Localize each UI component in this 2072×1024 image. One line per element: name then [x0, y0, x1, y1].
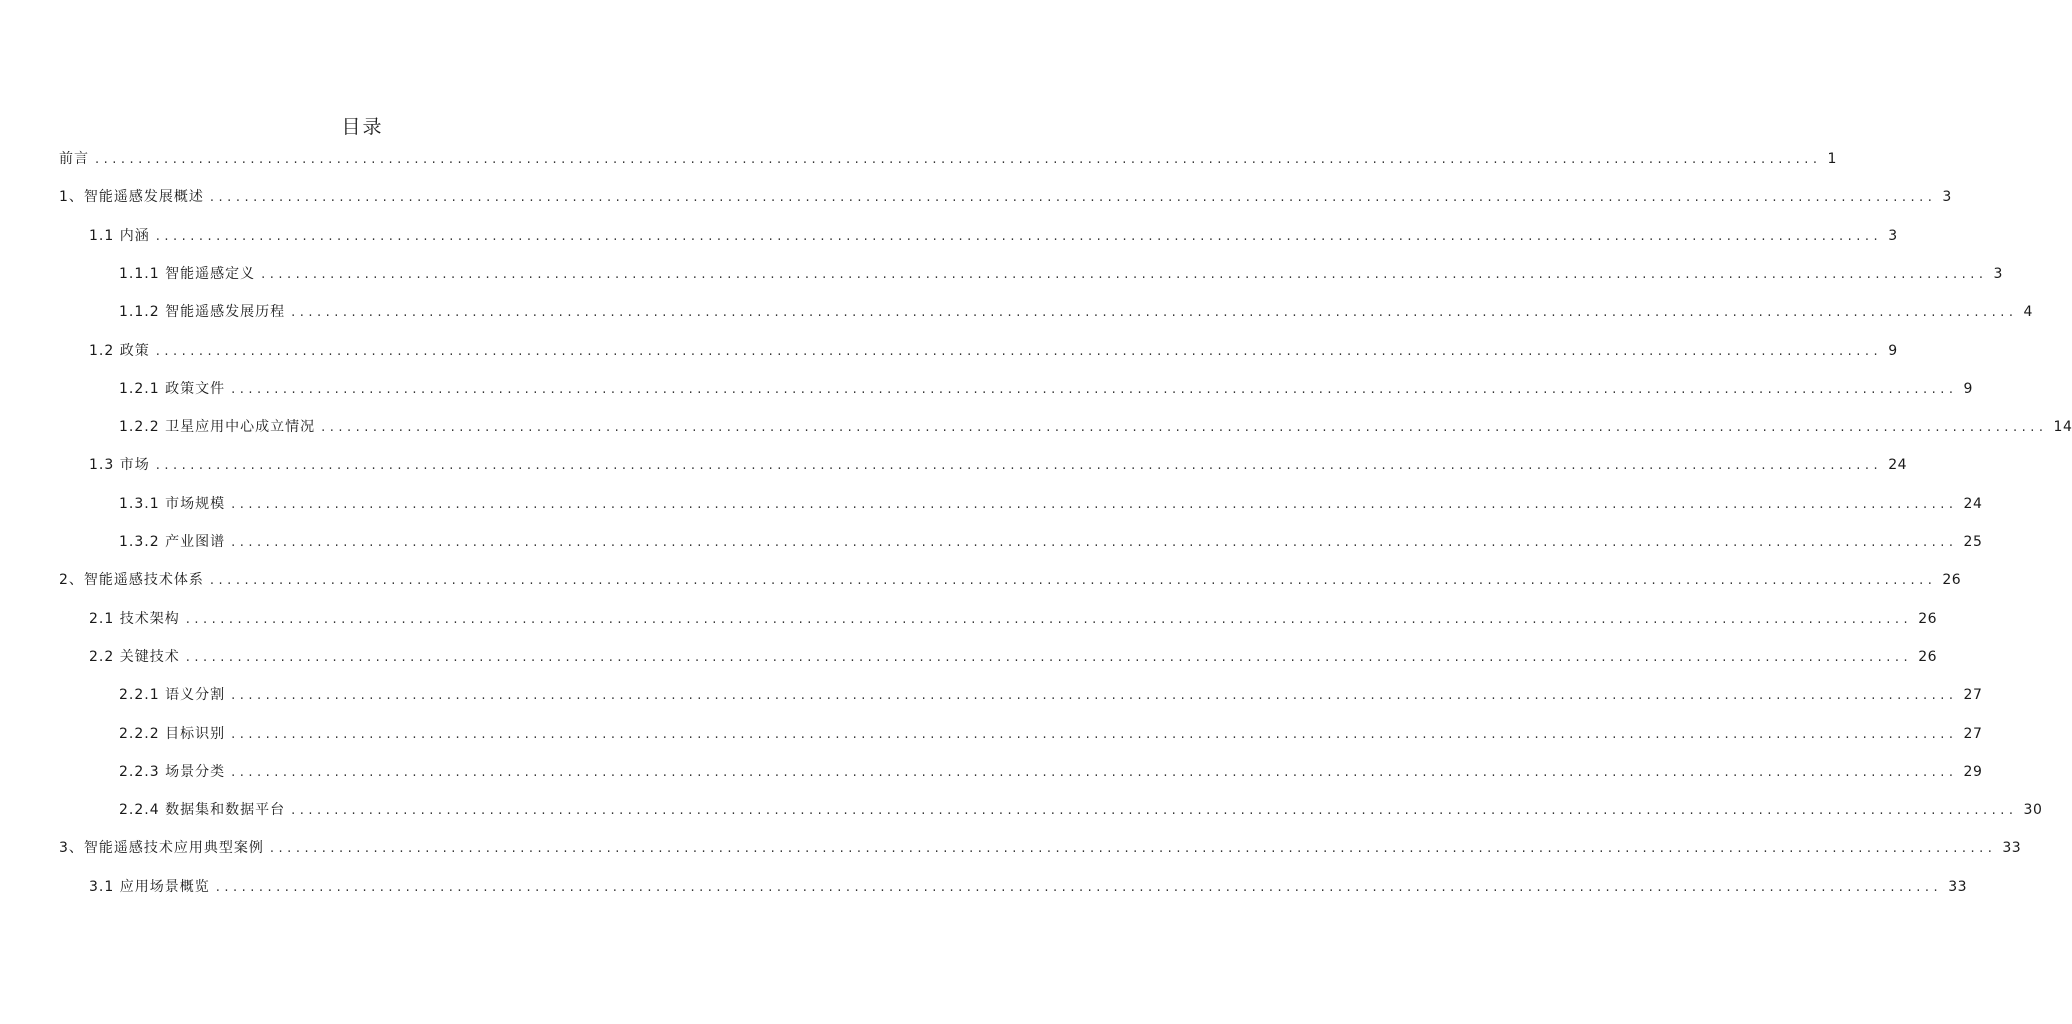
toc-entry[interactable] [119, 378, 1973, 400]
toc-entry[interactable] [119, 416, 2072, 438]
toc-entry-title: 2.2.3 场景分类 [119, 763, 226, 780]
toc-entry[interactable] [119, 684, 1983, 706]
toc-entry[interactable] [119, 799, 2043, 821]
toc-entry[interactable] [89, 454, 1908, 476]
toc-entry-title: 1.2.2 卫星应用中心成立情况 [119, 419, 316, 436]
toc-leader-dots: ........................................................................................................................................................................................................ [155, 458, 1883, 474]
toc-entry-title: 前言 [59, 151, 89, 167]
toc-entry[interactable] [119, 263, 2003, 285]
toc-leader-dots: ........................................................................................................................................................................................................ [155, 343, 1883, 359]
toc-entry-page: 29 [1963, 763, 1983, 780]
toc-entry-title: 1.2 政策 [89, 342, 150, 359]
toc-entry-title: 1.3 市场 [89, 457, 150, 474]
toc-entry-title: 1.3.1 市场规模 [119, 495, 226, 512]
toc-entry-page: 26 [1918, 648, 1938, 665]
toc-leader-dots: ........................................................................................................................................................................................................ [231, 688, 1958, 704]
toc-entry-title: 2.2.2 目标识别 [119, 725, 226, 742]
toc-entry-title: 2.2.4 数据集和数据平台 [119, 802, 286, 819]
toc-entry-title: 2、智能遥感技术体系 [59, 572, 204, 589]
toc-entry[interactable] [119, 531, 1983, 553]
toc-leader-dots: ........................................................................................................................................................................................................ [155, 228, 1883, 244]
toc-entry-page: 30 [2023, 802, 2043, 819]
toc-entry[interactable] [89, 608, 1938, 630]
toc-leader-dots: ........................................................................................................................................................................................................ [291, 305, 2018, 321]
toc-entry-page: 3 [1993, 265, 2003, 282]
toc-leader-dots: ........................................................................................................................................................................................................ [321, 420, 2048, 436]
toc-leader-dots: ........................................................................................................................................................................................................ [231, 535, 1958, 550]
toc-entry[interactable] [59, 186, 1952, 208]
toc-entry-title: 2.1 技术架构 [89, 610, 180, 627]
toc-entry[interactable] [89, 225, 1898, 247]
toc-entry[interactable] [119, 301, 2033, 323]
toc-entry-page: 33 [1948, 878, 1968, 895]
toc-entry-page: 1 [1827, 151, 1837, 167]
toc-entry[interactable] [59, 148, 1837, 170]
toc-entry-title: 1.1 内涵 [89, 227, 150, 244]
toc-leader-dots: ........................................................................................................................................................................................................ [209, 573, 1937, 589]
toc-entry-page: 26 [1918, 610, 1938, 627]
toc-entry-title: 2.2.1 语义分割 [119, 687, 226, 704]
toc-leader-dots: ........................................................................................................................................................................................................ [95, 152, 1822, 167]
toc-entry[interactable] [59, 837, 2022, 859]
toc-entry-title: 1.2.1 政策文件 [119, 380, 226, 397]
toc-entry-title: 3、智能遥感技术应用典型案例 [59, 840, 264, 857]
toc-entry[interactable] [89, 646, 1938, 668]
toc-entry-title: 1.3.2 产业图谱 [119, 534, 226, 550]
toc-entry-page: 14 [2053, 419, 2072, 436]
toc-leader-dots: ........................................................................................................................................................................................................ [185, 649, 1913, 665]
toc-entry-title: 3.1 应用场景概览 [89, 878, 210, 895]
toc-leader-dots: ........................................................................................................................................................................................................ [215, 879, 1943, 895]
toc-leader-dots: ........................................................................................................................................................................................................ [231, 764, 1958, 780]
toc-entry[interactable] [119, 493, 1983, 515]
toc-leader-dots: ........................................................................................................................................................................................................ [209, 190, 1937, 206]
toc-leader-dots: ........................................................................................................................................................................................................ [291, 803, 2018, 819]
toc-entry-page: 24 [1963, 495, 1983, 512]
toc-entry-page: 25 [1963, 534, 1983, 550]
toc-entry[interactable] [119, 761, 1983, 783]
toc-entry-title: 2.2 关键技术 [89, 648, 180, 665]
toc-entry-page: 24 [1888, 457, 1908, 474]
toc-leader-dots: ........................................................................................................................................................................................................ [231, 726, 1958, 742]
page-title: 目录 [341, 116, 384, 138]
toc-entry[interactable] [119, 723, 1983, 745]
toc-entry-page: 9 [1888, 342, 1898, 359]
toc-entry-page: 26 [1942, 572, 1962, 589]
toc-leader-dots: ........................................................................................................................................................................................................ [185, 611, 1913, 627]
toc-entry-page: 27 [1963, 687, 1983, 704]
toc-entry-page: 4 [2023, 304, 2033, 321]
toc-entry-page: 3 [1888, 227, 1898, 244]
toc-entry-title: 1.1.1 智能遥感定义 [119, 265, 256, 282]
toc-entry[interactable] [89, 876, 1968, 898]
toc-entry-page: 27 [1963, 725, 1983, 742]
toc-leader-dots: ........................................................................................................................................................................................................ [261, 266, 1988, 282]
toc-entry-title: 1.1.2 智能遥感发展历程 [119, 304, 286, 321]
toc-entry-page: 9 [1963, 380, 1973, 397]
toc-leader-dots: ........................................................................................................................................................................................................ [231, 381, 1958, 397]
toc-leader-dots: ........................................................................................................................................................................................................ [231, 496, 1958, 512]
toc-entry[interactable] [89, 340, 1898, 362]
toc-leader-dots: ........................................................................................................................................................................................................ [269, 841, 1997, 857]
toc-entry[interactable] [59, 569, 1962, 591]
toc-entry-page: 3 [1942, 189, 1952, 206]
toc-entry-title: 1、智能遥感发展概述 [59, 189, 204, 206]
toc-entry-page: 33 [2002, 840, 2022, 857]
